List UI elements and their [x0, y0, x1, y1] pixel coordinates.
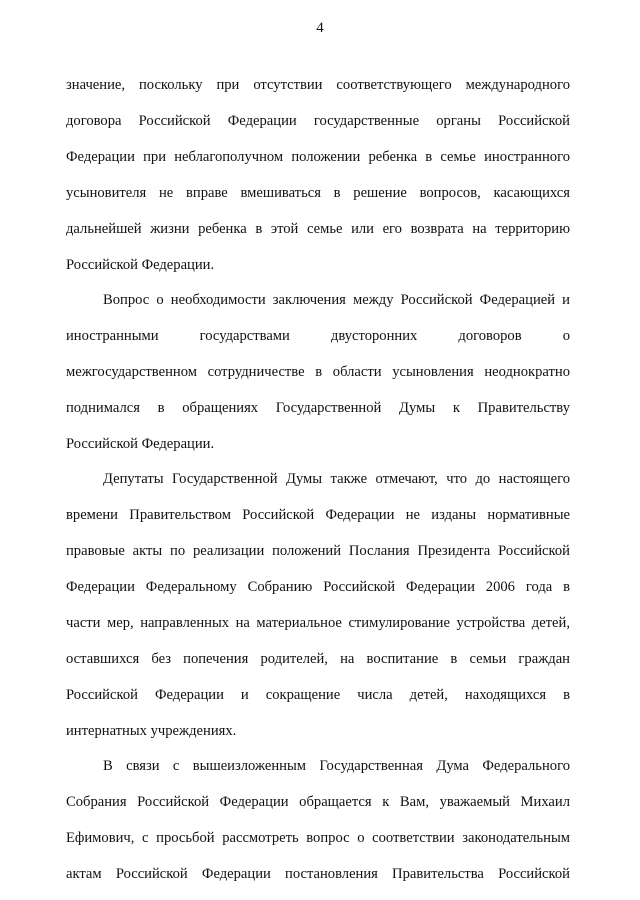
paragraph-3-line-2: времени Правительством Российской Федерации не изданы нормативные [66, 507, 570, 523]
page-number: 4 [316, 20, 324, 36]
paragraph-3-line-6: оставшихся без попечения родителей, на воспитание в семьи граждан [66, 651, 570, 667]
paragraph-4-line-1: В связи с вышеизложенным Государственная Дума Федерального [103, 758, 570, 774]
paragraph-3-line-3: правовые акты по реализации положений Послания Президента Российской [66, 543, 570, 559]
paragraph-1-line-5: дальнейшей жизни ребенка в этой семье или его возврата на территорию [66, 221, 570, 237]
paragraph-4-line-3: Ефимович, с просьбой рассмотреть вопрос о соответствии законодательным [66, 830, 570, 846]
paragraph-2-line-5: Российской Федерации. [66, 436, 215, 452]
paragraph-3-line-4: Федерации Федеральному Собранию Российской Федерации 2006 года в [66, 579, 570, 595]
paragraph-3-line-7: Российской Федерации и сокращение числа детей, находящихся в [66, 687, 570, 703]
paragraph-2-line-1: Вопрос о необходимости заключения между Российской Федерацией и [103, 292, 570, 308]
paragraph-3-line-8: интернатных учреждениях. [66, 723, 237, 739]
paragraph-3-line-5: части мер, направленных на материальное стимулирование устройства детей, [66, 615, 570, 631]
paragraph-1-line-3: Федерации при неблагополучном положении ребенка в семье иностранного [66, 149, 570, 165]
paragraph-2-line-4: поднимался в обращениях Государственной Думы к Правительству [66, 400, 570, 416]
paragraph-2-line-3: межгосударственном сотрудничестве в области усыновления неоднократно [66, 364, 570, 380]
paragraph-4-line-4: актам Российской Федерации постановления Правительства Российской [66, 866, 570, 882]
paragraph-3-line-1: Депутаты Государственной Думы также отмечают, что до настоящего [103, 471, 570, 487]
paragraph-4-line-2: Собрания Российской Федерации обращается к Вам, уважаемый Михаил [66, 794, 570, 810]
paragraph-1-line-1: значение, поскольку при отсутствии соответствующего международного [66, 77, 570, 93]
paragraph-1-line-2: договора Российской Федерации государственные органы Российской [66, 113, 570, 129]
paragraph-1-line-6: Российской Федерации. [66, 257, 215, 273]
paragraph-2-line-2: иностранными государствами двусторонних договоров о [66, 328, 570, 344]
paragraph-1-line-4: усыновителя не вправе вмешиваться в решение вопросов, касающихся [66, 185, 570, 201]
